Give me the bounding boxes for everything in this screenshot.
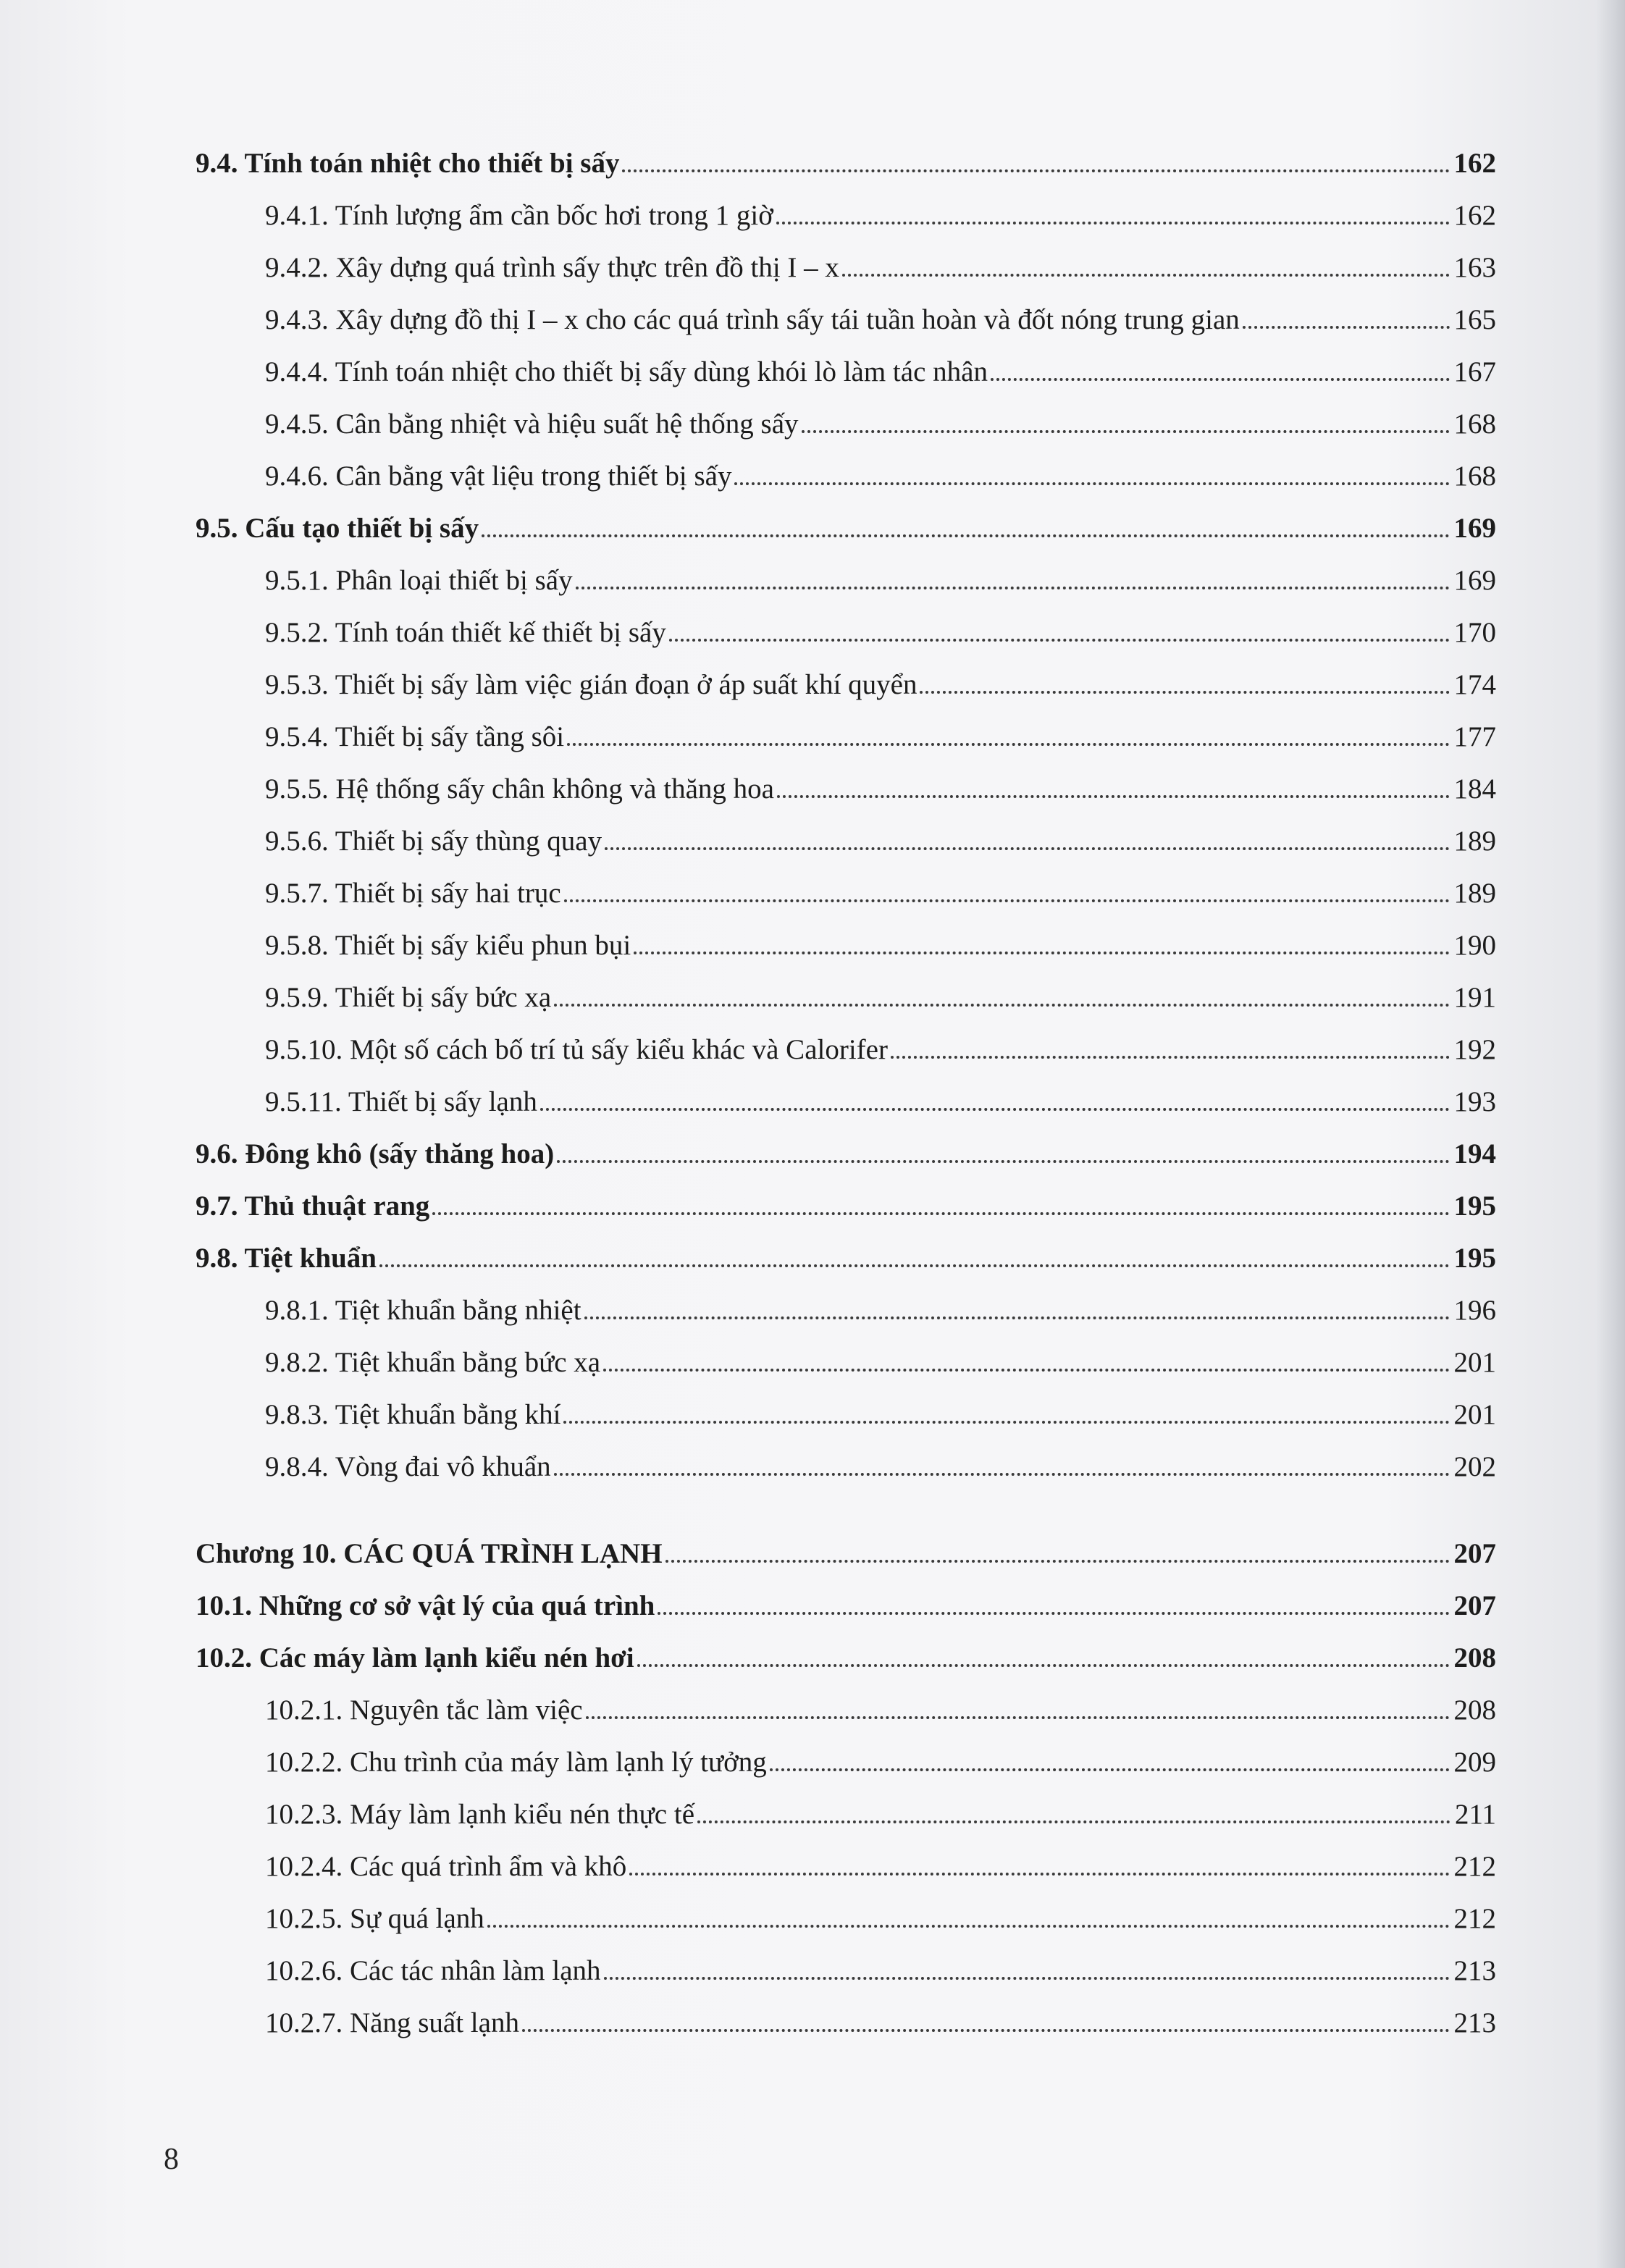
toc-entry-title: 10.2.4. Các quá trình ẩm và khô	[265, 1851, 627, 1882]
toc-entry-page-number: 191	[1453, 982, 1496, 1013]
toc-section-entry	[196, 1170, 1496, 1222]
toc-entry-page-number: 207	[1453, 1538, 1496, 1569]
toc-entry-title: 9.5.5. Hệ thống sấy chân không và thăng hoa	[265, 773, 774, 805]
toc-entry-page-number: 202	[1453, 1451, 1496, 1482]
dot-leader	[557, 1160, 1449, 1163]
dot-leader	[605, 847, 1449, 850]
toc-entry-page-number: 168	[1453, 461, 1496, 492]
toc-entry-page-number: 177	[1453, 721, 1496, 752]
dot-leader	[770, 1768, 1450, 1771]
dot-leader	[567, 743, 1449, 746]
toc-subsection-entry	[196, 753, 1496, 805]
toc-entry-title: 9.5.7. Thiết bị sấy hai trục	[265, 878, 561, 909]
toc-entry-title: 10.2.1. Nguyên tắc làm việc	[265, 1694, 583, 1726]
toc-subsection-entry	[196, 1987, 1496, 2039]
toc-entry-page-number: 162	[1453, 148, 1496, 179]
toc-entry-title: 9.7. Thủ thuật rang	[196, 1190, 430, 1222]
toc-entry-title: 9.8.1. Tiệt khuẩn bằng nhiệt	[265, 1295, 581, 1326]
toc-subsection-entry	[196, 1778, 1496, 1831]
toc-subsection-entry	[196, 857, 1496, 910]
toc-entry-page-number: 174	[1453, 669, 1496, 700]
toc-subsection-entry	[196, 1431, 1496, 1483]
dot-leader	[603, 1369, 1449, 1372]
toc-entry-title: 9.8.4. Vòng đai vô khuẩn	[265, 1451, 551, 1482]
toc-subsection-entry	[196, 1831, 1496, 1883]
page-edge-shadow	[1596, 0, 1625, 2268]
toc-entry-page-number: 212	[1453, 1851, 1496, 1882]
dot-leader	[564, 899, 1450, 902]
toc-entry-title: 9.4.6. Cân bằng vật liệu trong thiết bị sấy	[265, 461, 732, 492]
dot-leader	[658, 1612, 1449, 1615]
toc-entry-page-number: 201	[1453, 1347, 1496, 1378]
toc-entry-title: 9.6. Đông khô (sấy thăng hoa)	[196, 1138, 555, 1169]
toc-subsection-entry	[196, 1379, 1496, 1431]
toc-entry-title: 10.2.3. Máy làm lạnh kiểu nén thực tế	[265, 1799, 694, 1830]
toc-subsection-entry	[196, 232, 1496, 284]
toc-entry-title: 10.2.2. Chu trình của máy làm lạnh lý tưởng	[265, 1747, 767, 1778]
toc-subsection-entry	[196, 1726, 1496, 1778]
toc-entry-page-number: 207	[1453, 1590, 1496, 1621]
toc-entry-title: 9.4.5. Cân bằng nhiệt và hiệu suất hệ thống sấy	[265, 408, 799, 440]
toc-entry-title: 9.5. Cấu tạo thiết bị sấy	[196, 513, 479, 544]
toc-entry-page-number: 194	[1453, 1138, 1496, 1169]
dot-leader	[563, 1421, 1449, 1424]
toc-entry-page-number: 193	[1453, 1086, 1496, 1117]
toc-entry-page-number: 163	[1453, 252, 1496, 283]
toc-entry-page-number: 196	[1453, 1295, 1496, 1326]
dot-leader	[379, 1264, 1450, 1267]
toc-entry-title: 10.2.6. Các tác nhân làm lạnh	[265, 1955, 601, 1986]
table-of-contents	[196, 127, 1496, 2039]
dot-leader	[842, 274, 1450, 277]
toc-section-entry	[196, 1118, 1496, 1170]
toc-subsection-entry	[196, 388, 1496, 440]
toc-entry-title: 10.2.7. Năng suất lạnh	[265, 2007, 519, 2038]
toc-subsection-entry	[196, 1883, 1496, 1935]
toc-subsection-entry	[196, 1014, 1496, 1066]
dot-leader	[432, 1212, 1449, 1215]
toc-entry-page-number: 162	[1453, 200, 1496, 231]
dot-leader	[576, 587, 1450, 589]
toc-entry-title: Chương 10. CÁC QUÁ TRÌNH LẠNH	[196, 1538, 663, 1569]
dot-leader	[1243, 326, 1450, 329]
toc-entry-page-number: 189	[1453, 826, 1496, 857]
toc-entry-title: 9.5.3. Thiết bị sấy làm việc gián đoạn ở áp suất khí quyển	[265, 669, 918, 700]
toc-section-entry	[196, 1622, 1496, 1674]
toc-entry-title: 9.8.2. Tiệt khuẩn bằng bức xạ	[265, 1347, 601, 1378]
toc-entry-title: 9.5.6. Thiết bị sấy thùng quay	[265, 826, 602, 857]
toc-subsection-entry	[196, 336, 1496, 388]
toc-entry-title: 9.8.3. Tiệt khuẩn bằng khí	[265, 1399, 561, 1430]
dot-leader	[776, 222, 1450, 224]
toc-entry-title: 10.2.5. Sự quá lạnh	[265, 1903, 484, 1934]
toc-subsection-entry	[196, 805, 1496, 857]
toc-entry-title: 9.5.8. Thiết bị sấy kiểu phun bụi	[265, 930, 631, 961]
toc-entry-title: 9.4.2. Xây dựng quá trình sấy thực trên đồ thị I – x	[265, 252, 839, 283]
toc-entry-title: 9.4. Tính toán nhiệt cho thiết bị sấy	[196, 148, 620, 179]
toc-subsection-entry	[196, 440, 1496, 492]
dot-leader	[584, 1316, 1450, 1319]
dot-leader	[540, 1108, 1450, 1111]
toc-entry-title: 10.1. Những cơ sở vật lý của quá trình	[196, 1590, 655, 1621]
toc-entry-title: 9.4.1. Tính lượng ẩm cần bốc hơi trong 1 giờ	[265, 200, 773, 231]
toc-entry-title: 9.4.3. Xây dựng đồ thị I – x cho các quá trình sấy tái tuần hoàn và đốt nóng trung gian	[265, 304, 1240, 335]
toc-entry-page-number: 213	[1453, 1955, 1496, 1986]
toc-entry-page-number: 189	[1453, 878, 1496, 909]
toc-subsection-entry	[196, 701, 1496, 753]
dot-leader	[920, 691, 1449, 694]
toc-entry-title: 9.5.11. Thiết bị sấy lạnh	[265, 1086, 537, 1117]
toc-entry-title: 10.2. Các máy làm lạnh kiểu nén hơi	[196, 1642, 634, 1673]
dot-leader	[991, 378, 1450, 381]
dot-leader	[802, 430, 1450, 433]
toc-subsection-entry	[196, 1674, 1496, 1726]
toc-subsection-entry	[196, 545, 1496, 597]
toc-section-entry	[196, 1570, 1496, 1622]
toc-entry-page-number: 195	[1453, 1243, 1496, 1274]
toc-entry-title: 9.5.2. Tính toán thiết kế thiết bị sấy	[265, 617, 666, 648]
dot-leader	[629, 1873, 1449, 1876]
toc-entry-page-number: 212	[1453, 1903, 1496, 1934]
toc-subsection-entry	[196, 910, 1496, 962]
toc-subsection-entry	[196, 1327, 1496, 1379]
toc-entry-title: 9.5.1. Phân loại thiết bị sấy	[265, 565, 573, 596]
toc-entry-page-number: 190	[1453, 930, 1496, 961]
toc-entry-title: 9.4.4. Tính toán nhiệt cho thiết bị sấy dùng khói lò làm tác nhân	[265, 356, 988, 387]
dot-leader	[777, 795, 1450, 798]
toc-entry-page-number: 165	[1453, 304, 1496, 335]
dot-leader	[604, 1977, 1450, 1980]
toc-entry-page-number: 167	[1453, 356, 1496, 387]
toc-subsection-entry	[196, 1935, 1496, 1987]
toc-section-entry	[196, 492, 1496, 545]
toc-entry-page-number: 209	[1453, 1747, 1496, 1778]
dot-leader	[634, 952, 1449, 954]
toc-entry-title: 9.5.10. Một số cách bố trí tủ sấy kiểu khác và Calorifer	[265, 1034, 888, 1065]
dot-leader	[697, 1820, 1450, 1823]
toc-section-entry	[196, 1222, 1496, 1274]
dot-leader	[554, 1473, 1450, 1476]
dot-leader	[487, 1925, 1450, 1928]
page-number: 8	[164, 2143, 179, 2176]
toc-subsection-entry	[196, 962, 1496, 1014]
toc-subsection-entry	[196, 597, 1496, 649]
toc-entry-page-number: 169	[1453, 565, 1496, 596]
dot-leader	[665, 1560, 1450, 1563]
toc-section-entry	[196, 127, 1496, 180]
toc-entry-title: 9.5.9. Thiết bị sấy bức xạ	[265, 982, 552, 1013]
toc-entry-page-number: 195	[1453, 1190, 1496, 1222]
toc-entry-page-number: 213	[1453, 2007, 1496, 2038]
dot-leader	[482, 534, 1449, 537]
toc-entry-page-number: 192	[1453, 1034, 1496, 1065]
toc-entry-page-number: 201	[1453, 1399, 1496, 1430]
dot-leader	[554, 1004, 1449, 1007]
toc-chapter-entry	[196, 1509, 1496, 1570]
toc-subsection-entry	[196, 1066, 1496, 1118]
toc-entry-page-number: 184	[1453, 773, 1496, 805]
toc-entry-title: 9.5.4. Thiết bị sấy tầng sôi	[265, 721, 565, 752]
dot-leader	[586, 1716, 1450, 1719]
toc-entry-page-number: 168	[1453, 408, 1496, 440]
toc-subsection-entry	[196, 649, 1496, 701]
dot-leader	[637, 1664, 1450, 1667]
dot-leader	[734, 482, 1449, 485]
dot-leader	[891, 1056, 1450, 1059]
dot-leader	[669, 639, 1450, 642]
toc-subsection-entry	[196, 284, 1496, 336]
toc-subsection-entry	[196, 180, 1496, 232]
toc-subsection-entry	[196, 1274, 1496, 1327]
dot-leader	[522, 2029, 1450, 2032]
toc-entry-page-number: 211	[1454, 1799, 1496, 1830]
toc-entry-page-number: 169	[1453, 513, 1496, 544]
dot-leader	[622, 169, 1449, 172]
toc-entry-page-number: 208	[1453, 1642, 1496, 1673]
toc-entry-page-number: 170	[1453, 617, 1496, 648]
toc-entry-page-number: 208	[1453, 1694, 1496, 1726]
toc-entry-title: 9.8. Tiệt khuẩn	[196, 1243, 377, 1274]
